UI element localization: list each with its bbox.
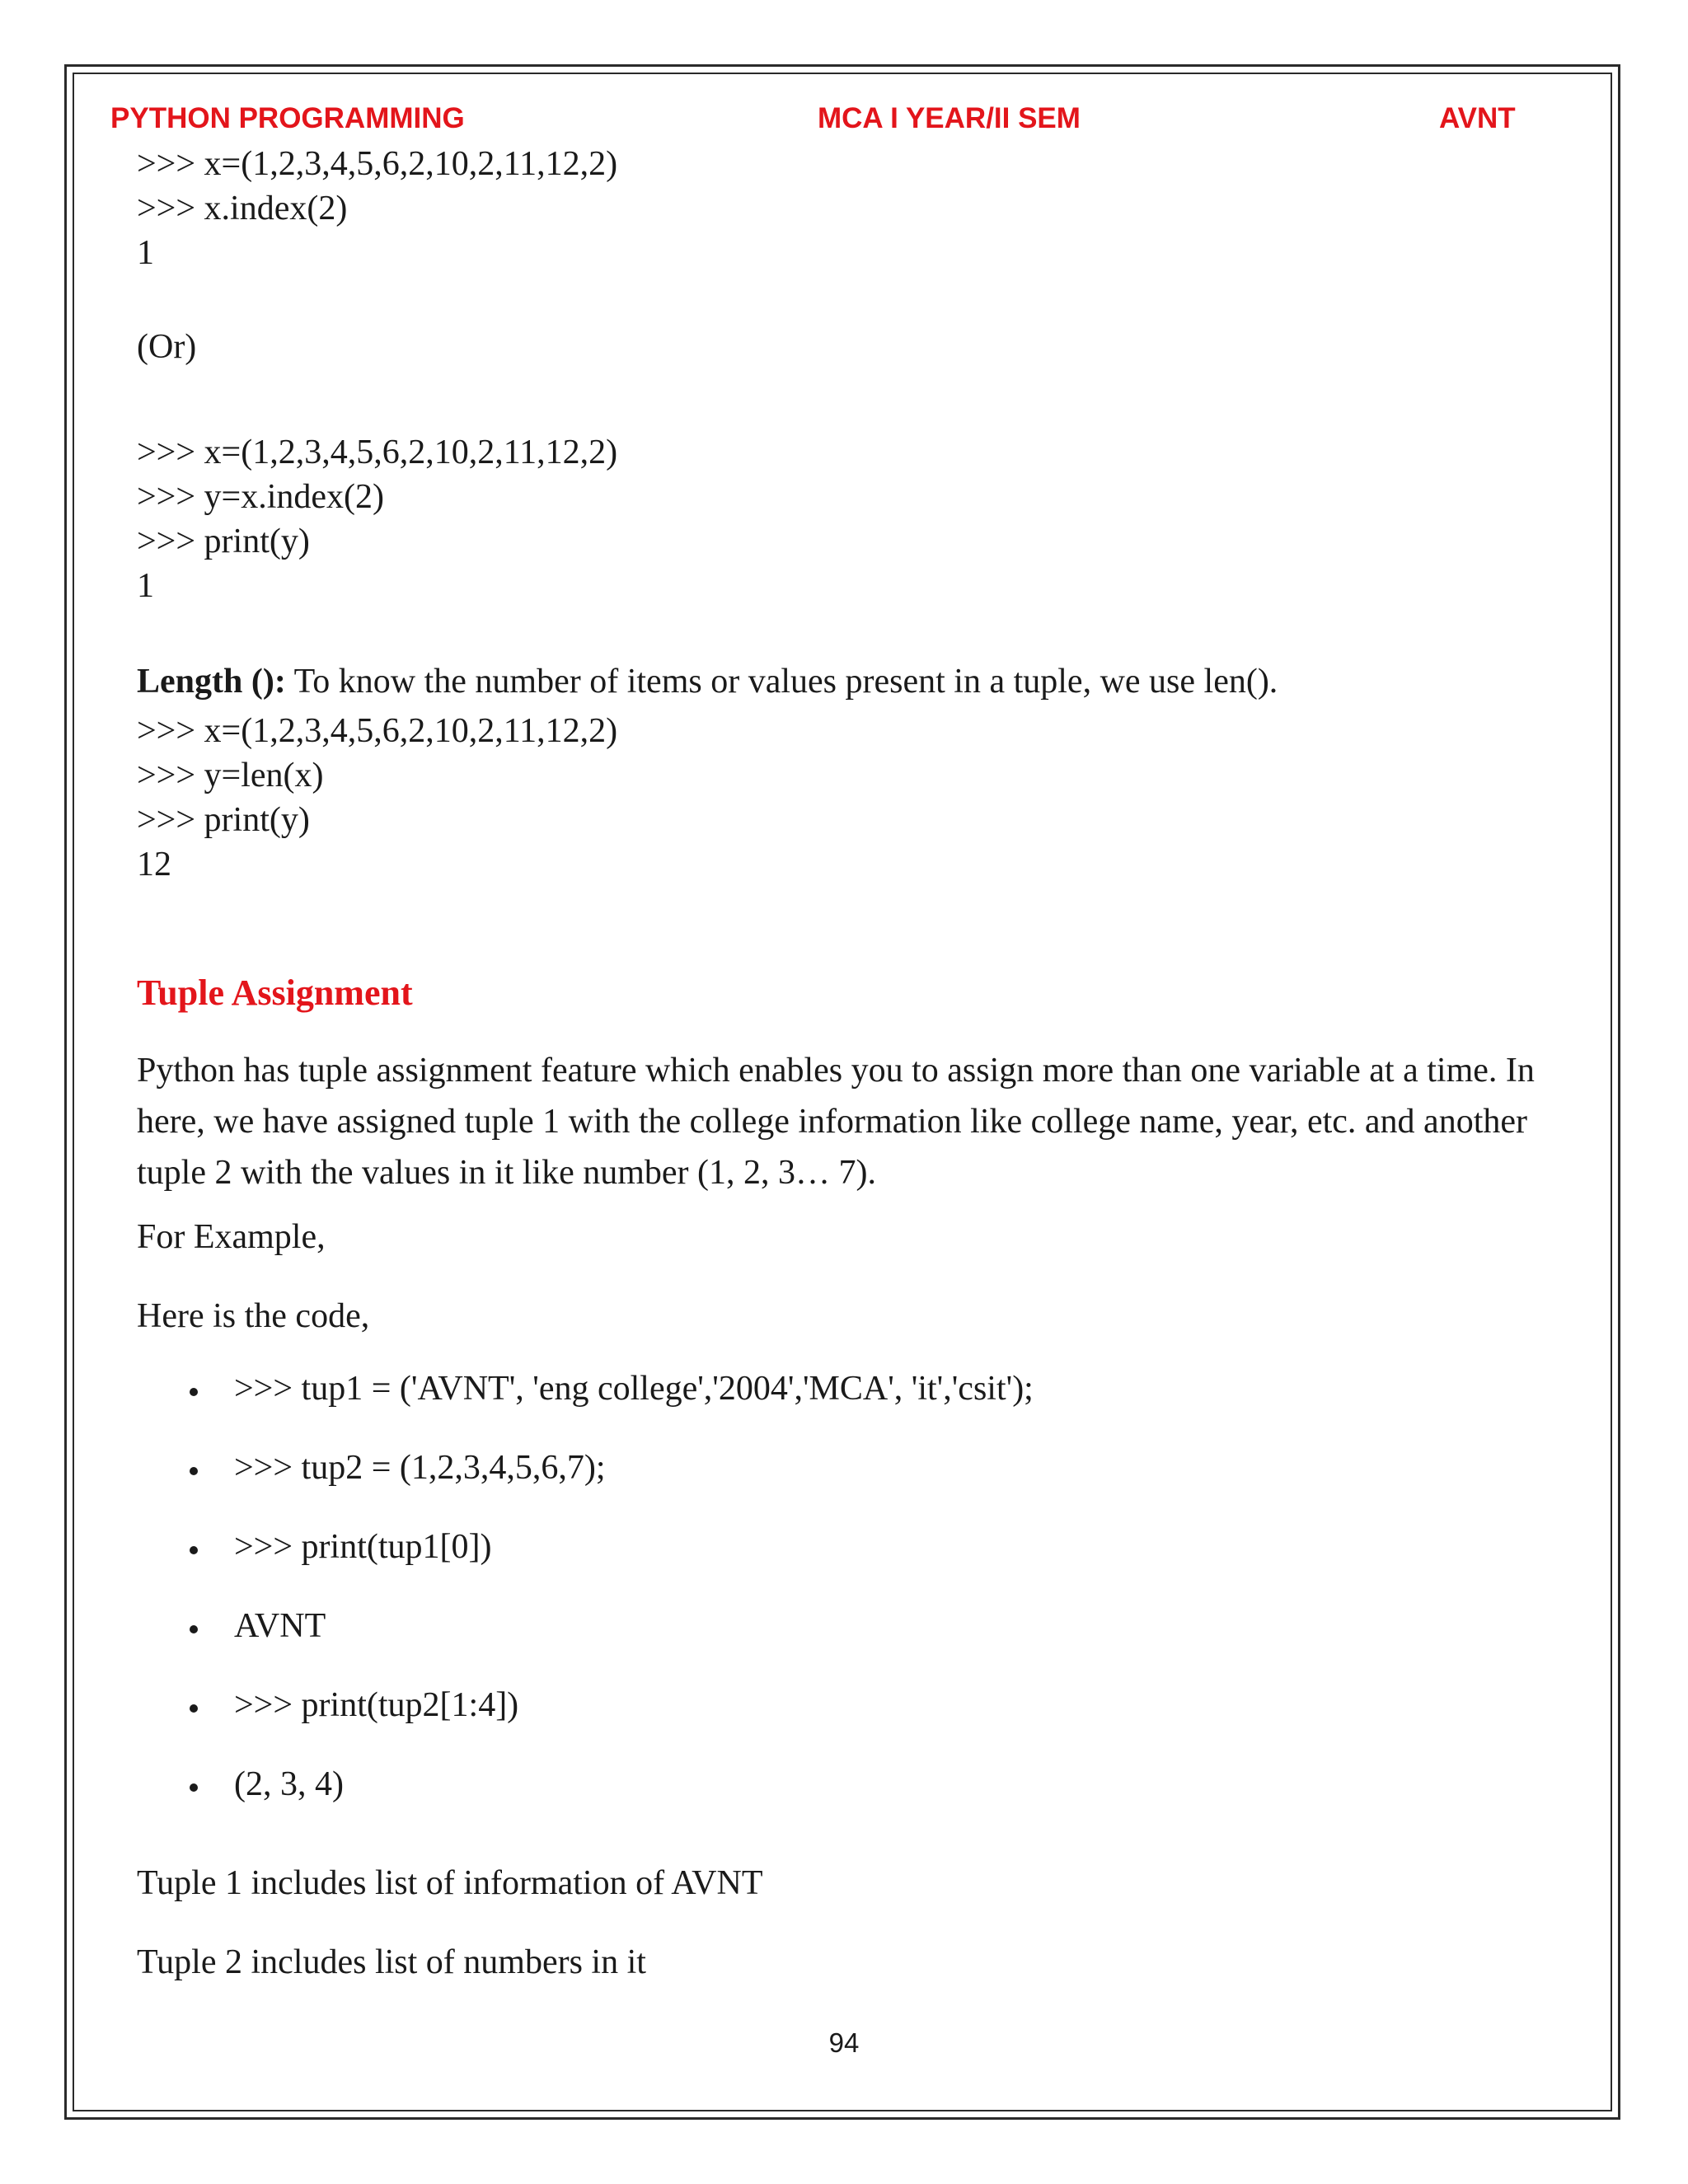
- bullet-icon: [190, 1704, 198, 1713]
- header-subject: PYTHON PROGRAMMING: [110, 102, 465, 134]
- code-line: 1: [137, 234, 154, 272]
- header-institution: AVNT: [1439, 102, 1516, 134]
- code-line: >>> y=len(x): [137, 757, 324, 794]
- code-line: >>> print(y): [137, 801, 310, 839]
- code-line: >>> x=(1,2,3,4,5,6,2,10,2,11,12,2): [137, 712, 618, 750]
- here-is-code-text: Here is the code,: [137, 1297, 370, 1335]
- bullet-icon: [190, 1783, 198, 1792]
- code-line: >>> x=(1,2,3,4,5,6,2,10,2,11,12,2): [137, 145, 618, 183]
- tuple2-note: Tuple 2 includes list of numbers in it: [137, 1943, 646, 1981]
- length-label: Length ():: [137, 663, 286, 701]
- code-line: 1: [137, 567, 154, 605]
- bullet-icon: [190, 1467, 198, 1475]
- code-block-len: [137, 709, 617, 887]
- page-header: [110, 102, 1520, 142]
- or-separator: (Or): [137, 328, 197, 366]
- tuple1-note: Tuple 1 includes list of information of AVNT: [137, 1864, 763, 1902]
- header-course: MCA I YEAR/II SEM: [818, 102, 1081, 134]
- length-description: To know the number of items or values present in a tuple, we use len().: [285, 663, 1278, 701]
- for-example-text: For Example,: [137, 1218, 326, 1256]
- code-line: >>> x=(1,2,3,4,5,6,2,10,2,11,12,2): [137, 434, 618, 471]
- code-line: >>> y=x.index(2): [137, 478, 385, 516]
- code-line: >>> print(y): [137, 523, 310, 560]
- code-line: >>> x.index(2): [137, 190, 348, 227]
- page-number: 94: [828, 2027, 860, 2058]
- bullet-icon: [190, 1546, 198, 1554]
- code-block-index: [137, 142, 617, 275]
- code-block-index-print: [137, 430, 617, 608]
- bullet-icon: [190, 1625, 198, 1633]
- code-line: 12: [137, 846, 171, 883]
- tuple-assignment-paragraph: Python has tuple assignment feature which enables you to assign more than one variable at a time. In here, we have assigned tuple 1 with the college information like college name, year, etc. and another tuple 2 with the values in it like number (1, 2, 3… 7).: [137, 1052, 1535, 1192]
- section-title-tuple-assignment: Tuple Assignment: [137, 972, 413, 1013]
- bullet-icon: [190, 1388, 198, 1396]
- length-definition: [137, 659, 1278, 704]
